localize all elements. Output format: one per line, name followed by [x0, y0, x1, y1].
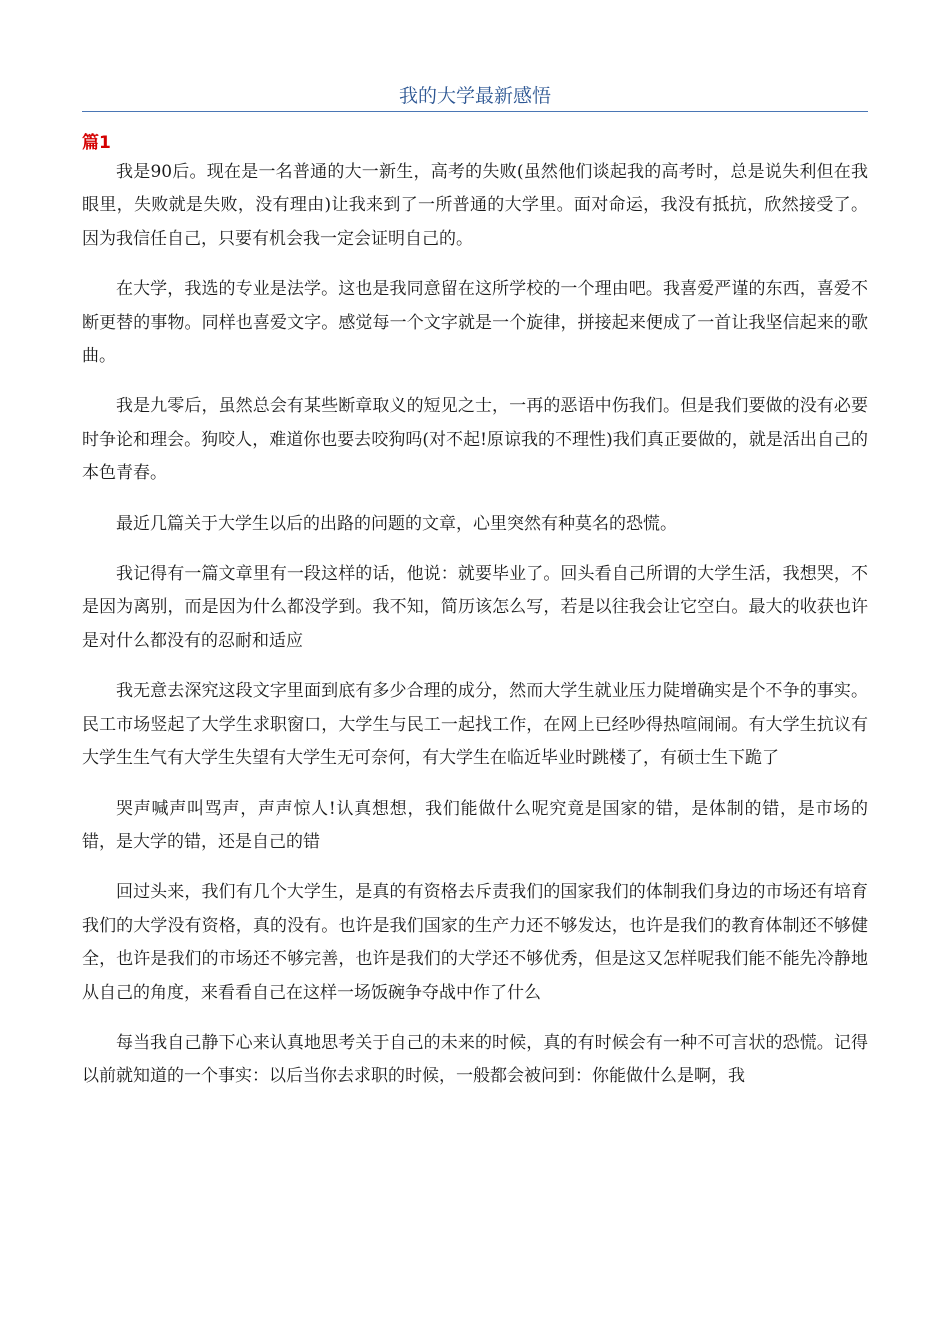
paragraph: 最近几篇关于大学生以后的出路的问题的文章，心里突然有种莫名的恐慌。 — [116, 513, 677, 534]
paragraph: 哭声喊声叫骂声，声声惊人!认真想想，我们能做什么呢究竟是国家的错，是体制的错，是市场的错，是大学的错，还是自己的错 — [82, 798, 868, 852]
document-body — [82, 156, 868, 1094]
paragraph: 我记得有一篇文章里有一段这样的话，他说：就要毕业了。回头看自己所谓的大学生活，我想哭，不是因为离别，而是因为什么都没学到。我不知，简历该怎么写，若是以往我会让它空白。最大的收获也许是对什么都没有的忍耐和适应 — [82, 564, 868, 651]
section-heading: 篇1 — [82, 133, 111, 153]
paragraph: 我无意去深究这段文字里面到底有多少合理的成分，然而大学生就业压力陡增确实是个不争的事实。民工市场竖起了大学生求职窗口，大学生与民工一起找工作，在网上已经吵得热喧闹闹。有大学生抗议有大学生生气有大学生失望有大学生无可奈何，有大学生在临近毕业时跳楼了，有硕士生下跪了 — [82, 681, 868, 769]
paragraph: 在大学，我选的专业是法学。这也是我同意留在这所学校的一个理由吧。我喜爱严谨的东西，喜爱不断更替的事物。同样也喜爱文字。感觉每一个文字就是一个旋律，拼接起来便成了一首让我坚信起来的歌曲。 — [82, 279, 868, 367]
paragraph: 回过头来，我们有几个大学生，是真的有资格去斥责我们的国家我们的体制我们身边的市场还有培育我们的大学没有资格，真的没有。也许是我们国家的生产力还不够发达，也许是我们的教育体制还不够健全，也许是我们的市场还不够完善，也许是我们的大学还不够优秀，但是这又怎样呢我们能不能先冷静地从自己的角度，来看看自己在这样一场饭碗争夺战中作了什么 — [82, 882, 868, 1003]
document-page — [82, 0, 868, 1094]
page-title: 我的大学最新感悟 — [398, 85, 551, 107]
paragraph: 每当我自己静下心来认真地思考关于自己的未来的时候，真的有时候会有一种不可言状的恐慌。记得以前就知道的一个事实：以后当你去求职的时候，一般都会被问到：你能做什么是啊，我 — [82, 1032, 868, 1087]
title-divider — [82, 111, 868, 112]
paragraph: 我是90后。现在是一名普通的大一新生，高考的失败(虽然他们谈起我的高考时，总是说失利但在我眼里，失败就是失败，没有理由)让我来到了一所普通的大学里。面对命运，我没有抵抗，欣然接受了。因为我信任自己，只要有机会我一定会证明自己的。 — [82, 162, 868, 249]
paragraph: 我是九零后，虽然总会有某些断章取义的短见之士，一再的恶语中伤我们。但是我们要做的没有必要时争论和理会。狗咬人，难道你也要去咬狗吗(对不起!原谅我的不理性)我们真正要做的，就是活出自己的本色青春。 — [82, 396, 868, 484]
